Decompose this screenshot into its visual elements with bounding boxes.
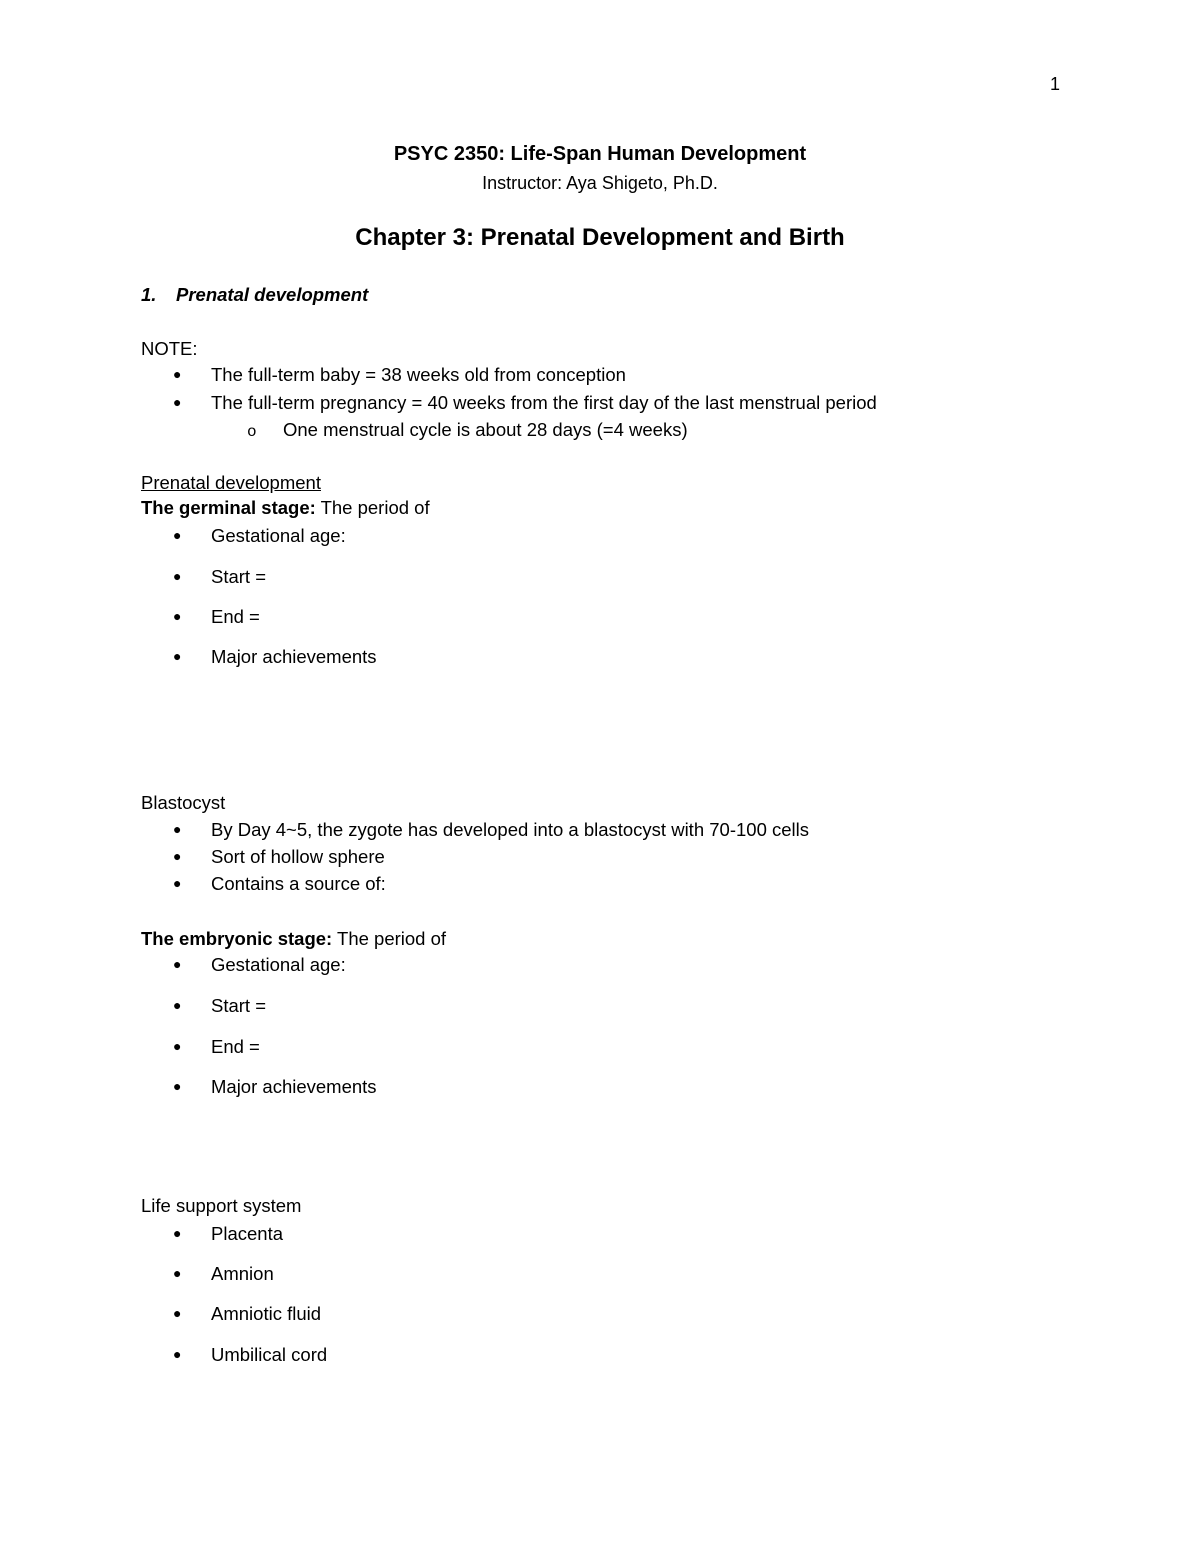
life-support-bullet (173, 1303, 321, 1325)
bullet-icon: ● (173, 875, 182, 891)
section-number: 1. (141, 284, 157, 305)
germinal-bullet (173, 646, 377, 668)
bullet-icon: ● (173, 848, 182, 864)
life-support-bullet-text: Amnion (211, 1263, 274, 1284)
life-support-bullet (173, 1344, 327, 1366)
blastocyst-bullet (173, 873, 386, 895)
embryonic-bullet-text: Major achievements (211, 1076, 377, 1097)
germinal-bullet-text: Gestational age: (211, 525, 346, 546)
sub-bullet-icon: o (247, 423, 257, 441)
germinal-stage-label: The germinal stage: (141, 497, 316, 518)
blastocyst-bullet (173, 819, 809, 841)
bullet-icon: ● (173, 956, 182, 972)
germinal-bullet (173, 606, 260, 628)
blastocyst-bullet-text: Sort of hollow sphere (211, 846, 385, 867)
life-support-bullet-text: Placenta (211, 1223, 283, 1244)
blastocyst-bullet-text: Contains a source of: (211, 873, 386, 894)
embryonic-stage-text: The period of (332, 928, 447, 949)
note-sub-bullet (247, 419, 688, 441)
life-support-bullet-text: Umbilical cord (211, 1344, 328, 1365)
section-title: Prenatal development (176, 284, 369, 305)
bullet-icon: ● (173, 1265, 182, 1281)
bullet-icon: ● (173, 608, 182, 624)
blastocyst-bullet (173, 846, 385, 868)
embryonic-bullet (173, 954, 346, 976)
bullet-icon: ● (173, 394, 182, 410)
germinal-bullet-text: Major achievements (211, 646, 377, 667)
embryonic-bullet (173, 1036, 260, 1058)
bullet-icon: ● (173, 997, 182, 1013)
germinal-stage-line (141, 497, 430, 519)
note-label: NOTE: (141, 338, 198, 359)
note-sub-bullet-text: One menstrual cycle is about 28 days (=4 weeks) (283, 419, 688, 440)
germinal-bullet-text: Start = (211, 566, 267, 587)
embryonic-stage-line (141, 928, 446, 950)
page-number: 1 (1049, 74, 1060, 94)
prenatal-development-heading: Prenatal development (141, 472, 321, 493)
embryonic-bullet-text: Start = (211, 995, 267, 1016)
embryonic-bullet (173, 1076, 377, 1098)
germinal-stage-text: The period of (315, 497, 430, 518)
life-support-bullet-text: Amniotic fluid (211, 1303, 322, 1324)
note-bullet-text: The full-term baby = 38 weeks old from conception (211, 364, 626, 385)
bullet-icon: ● (173, 1346, 182, 1362)
course-title: PSYC 2350: Life-Span Human Development (393, 143, 807, 165)
bullet-icon: ● (173, 648, 182, 664)
bullet-icon: ● (173, 821, 182, 837)
note-bullet (173, 392, 877, 414)
bullet-icon: ● (173, 568, 182, 584)
bullet-icon: ● (173, 1305, 182, 1321)
germinal-bullet (173, 525, 346, 547)
bullet-icon: ● (173, 527, 182, 543)
note-bullet-text: The full-term pregnancy = 40 weeks from the first day of the last menstrual period (211, 392, 877, 413)
bullet-icon: ● (173, 1225, 182, 1241)
germinal-bullet-text: End = (211, 606, 260, 627)
instructor-line: Instructor: Aya Shigeto, Ph.D. (482, 173, 718, 193)
germinal-bullet (173, 566, 266, 588)
chapter-title: Chapter 3: Prenatal Development and Birth (355, 224, 845, 251)
bullet-icon: ● (173, 1078, 182, 1094)
life-support-bullet (173, 1263, 274, 1285)
bullet-icon: ● (173, 1038, 182, 1054)
embryonic-bullet-text: End = (211, 1036, 260, 1057)
blastocyst-bullet-text: By Day 4~5, the zygote has developed into a blastocyst with 70-100 cells (211, 819, 810, 840)
life-support-bullet (173, 1223, 283, 1245)
life-support-heading: Life support system (141, 1195, 302, 1216)
blastocyst-heading: Blastocyst (141, 792, 226, 813)
note-bullet (173, 364, 626, 386)
section-heading (141, 284, 368, 306)
embryonic-bullet (173, 995, 266, 1017)
embryonic-stage-label: The embryonic stage: (141, 928, 333, 949)
embryonic-bullet-text: Gestational age: (211, 954, 346, 975)
bullet-icon: ● (173, 366, 182, 382)
